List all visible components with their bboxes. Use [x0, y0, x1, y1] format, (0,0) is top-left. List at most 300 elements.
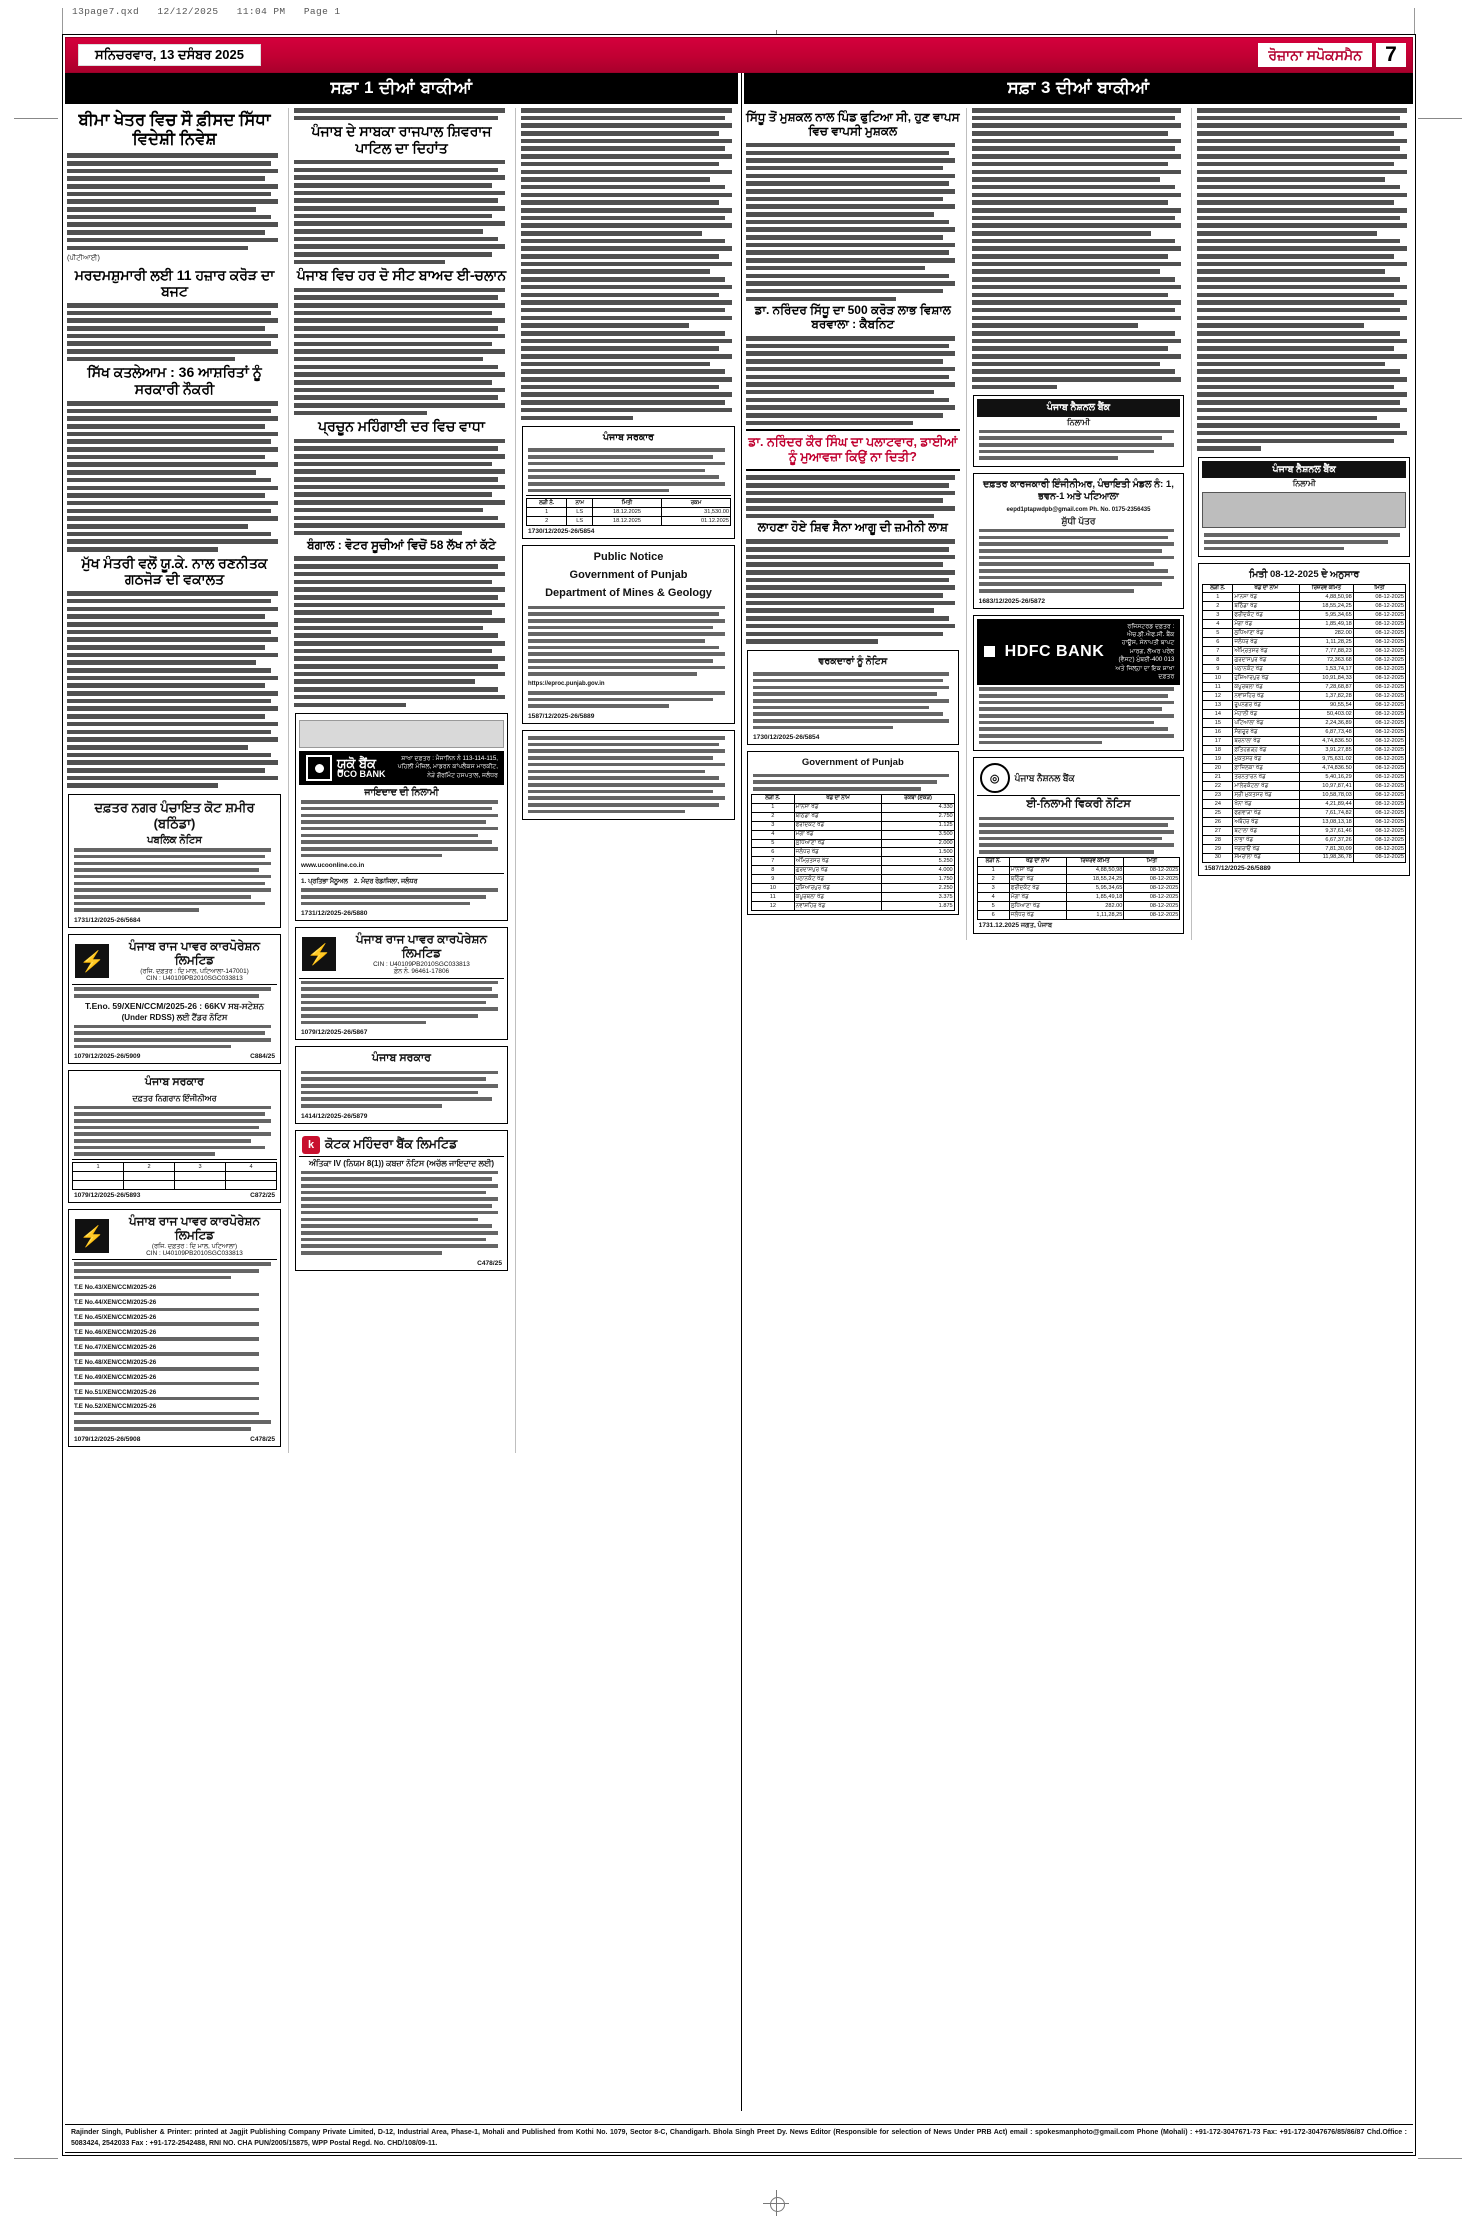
table-row: [1203, 791, 1406, 800]
ad-mines-right-title: ਮਿਤੀ 08-12-2025 ਦੇ ਅਨੁਸਾਰ: [1249, 569, 1360, 581]
ad-pspcl-2[interactable]: [295, 927, 508, 1040]
table-row: [1203, 665, 1406, 674]
ad-e-nilami[interactable]: [973, 757, 1185, 934]
cell: 28: [1203, 836, 1233, 845]
ad-uco-item-1: 1. ਪ੍ਰਤਿਭਾ ਮੈਨੂਅਲ: [301, 877, 348, 885]
cell: 5,40,16,29: [1300, 773, 1354, 782]
ad-engineer-sub: ਸ਼ੁੱਧੀ ਪੱਤਰ: [1061, 515, 1096, 526]
table-row: [1203, 602, 1406, 611]
cell: 1: [1203, 593, 1233, 602]
cell: 08-12-2025: [1353, 853, 1405, 862]
cell: ਲੁਧਿਆਣਾ ਖੱਡ: [1233, 629, 1300, 638]
cell: 4: [977, 893, 1009, 902]
center-divider: [741, 73, 742, 2111]
table-row: [1203, 656, 1406, 665]
cell: 7,81,30,09: [1300, 845, 1354, 854]
cell: 12: [1203, 692, 1233, 701]
ad-mines-l2: Government of Punjab: [569, 569, 688, 582]
cell: 7,28,68,87: [1300, 683, 1354, 692]
headline-a8: ਬੰਗਾਲ : ਵੋਟਰ ਸੂਚੀਆਂ ਵਿਚੋਂ 58 ਲੱਖ ਨਾਂ ਕੱਟੇ: [307, 537, 496, 552]
cell: ਮੋਗਾ ਖੱਡ: [794, 830, 882, 839]
cell: ਫ਼ਤਿਹਗੜ੍ਹ ਖੱਡ: [1233, 746, 1300, 755]
ad-mines-body2: [526, 689, 731, 708]
cell: ਸ੍ਰੀ ਮੁਕਤਸਰ ਖੱਡ: [1233, 791, 1300, 800]
th: ਰਿਜ਼ਰਵ ਕੀਮਤ: [1300, 584, 1354, 593]
cell: 1,37,82,28: [1300, 692, 1354, 701]
hdfc-bank-header: [977, 619, 1181, 686]
column-4: [746, 108, 960, 940]
cell: 1.500: [882, 848, 954, 857]
cell: 1.750: [882, 875, 954, 884]
ad-uco-bank[interactable]: [295, 713, 508, 921]
table-row: [1203, 593, 1406, 602]
headline-a2: ਮਰਦਮਸ਼ੁਮਾਰੀ ਲਈ 11 ਹਜ਼ਾਰ ਕਰੋੜ ਦਾ ਬਜਟ: [74, 266, 275, 299]
table-row: [1203, 782, 1406, 791]
cell: 9: [752, 875, 795, 884]
ad-mines-ref: 1587/12/2025-26/5889: [528, 713, 595, 721]
cell: 13: [1203, 701, 1233, 710]
cell: 4,74,836.50: [1300, 764, 1354, 773]
table-row: [1203, 737, 1406, 746]
cell: 18: [1203, 746, 1233, 755]
ad-punjab-sarkar-code: C872/25: [250, 1192, 275, 1200]
cell: ਲੁਧਿਆਣਾ ਖੱਡ: [794, 839, 882, 848]
cell: ਫਰੀਦਕੋਟ ਖੱਡ: [1009, 884, 1066, 893]
cell: 23: [1203, 791, 1233, 800]
cell: 1: [977, 866, 1009, 875]
ad-pspcl-3-outro: [72, 1418, 277, 1430]
th: ਮਿਤੀ: [1353, 584, 1405, 593]
paper-name: ਰੋਜ਼ਾਨਾ ਸਪੋਕਸਮੈਨ: [1258, 43, 1372, 67]
ad-pspcl-1-title: ਪੰਜਾਬ ਰਾਜ ਪਾਵਰ ਕਾਰਪੋਰੇਸ਼ਨ ਲਿਮਟਿਡ: [128, 939, 261, 967]
cell: ਤਰਨਤਾਰਨ ਖੱਡ: [1233, 773, 1300, 782]
ad-kotak-bank[interactable]: [295, 1130, 508, 1271]
cell: 08-12-2025: [1124, 875, 1180, 884]
headline-a1: ਬੀਮਾ ਖੇਤਰ ਵਿਚ ਸੌ ਫ਼ੀਸਦ ਸਿੱਧਾ ਵਿਦੇਸ਼ੀ ਨਿਵੇਸ਼: [78, 111, 271, 149]
table-row: [1203, 647, 1406, 656]
cell: 9: [1203, 665, 1233, 674]
tender-item: T.E No.45/XEN/CCM/2025-26: [74, 1314, 157, 1322]
cell: 08-12-2025: [1353, 665, 1405, 674]
cell: 08-12-2025: [1353, 638, 1405, 647]
table-row: [1203, 773, 1406, 782]
crop-rule-left: [62, 8, 63, 34]
ad-engineer-email[interactable]: eepd1ptapwdpb@gmail.com: [1006, 506, 1088, 513]
ad-column3-filler-body: [526, 734, 731, 813]
cell: LS: [567, 508, 593, 517]
table-row: [752, 821, 955, 830]
cell: 15: [1203, 719, 1233, 728]
ad-punjab-sarkar-sub: ਦਫ਼ਤਰ ਨਿਗਰਾਨ ਇੰਜੀਨੀਅਰ: [132, 1093, 217, 1103]
cell: 5,95,34,65: [1300, 611, 1354, 620]
crop-rule-right: [1414, 8, 1415, 34]
table-row: [752, 857, 955, 866]
ad-engineer-title: ਦਫ਼ਤਰ ਕਾਰਜਕਾਰੀ ਇੰਜੀਨੀਅਰ, ਪੰਚਾਇਤੀ ਮੰਡਲ ਨੰ: 1, ਭਵਨ-1 ਅਤੇ ਪਟਿਆਲਾ: [983, 479, 1174, 502]
cell: 08-12-2025: [1353, 602, 1405, 611]
table-row: [1203, 701, 1406, 710]
e-nilami-table-body: [977, 866, 1180, 920]
cell: 08-12-2025: [1353, 647, 1405, 656]
ad-engineer-phone: Ph. No. 0175-2356435: [1089, 506, 1151, 513]
table-row: [752, 875, 955, 884]
cell: 10: [752, 884, 795, 893]
mines-table-left: [751, 794, 955, 912]
ad-kotak-annex: ਅੰਤਿਕਾ IV (ਨਿਯਮ 8(1)) ਕਬਜ਼ਾ ਨੋਟਿਸ (ਅਚੱਲ ਜਾਇਦਾਦ ਲਈ): [308, 1158, 495, 1168]
table-row: [1203, 836, 1406, 845]
cell: 2: [752, 812, 795, 821]
cell: 22: [1203, 782, 1233, 791]
ad-engineer-body: [977, 527, 1181, 593]
cell: 10,58,78,03: [1300, 791, 1354, 800]
cell: ਜਗਰਾਓਂ ਖੱਡ: [1233, 845, 1300, 854]
ad-pspcl-1-under: (Under RDSS) ਲਈ ਟੈਂਡਰ ਨੋਟਿਸ: [121, 1012, 228, 1022]
ad-pspcl-3-ref: 1079/12/2025-26/5908: [74, 1435, 141, 1443]
cell: 08-12-2025: [1353, 656, 1405, 665]
cell: ਖੰਨਾ ਖੱਡ: [1233, 800, 1300, 809]
cell: 20: [1203, 764, 1233, 773]
table-row: [1203, 800, 1406, 809]
ad-pspcl-1-sub: (ਰਜਿ. ਦਫ਼ਤਰ : ਦਿ ਮਾਲ, ਪਟਿਆਲਾ-147001): [140, 967, 249, 975]
cell: 6: [752, 848, 795, 857]
column-6: [1191, 108, 1411, 940]
table-row: [1203, 692, 1406, 701]
article-a10-body: [746, 336, 960, 425]
table-row: [752, 803, 955, 812]
th: ਮਿਤੀ: [1124, 857, 1180, 866]
article-a3-body: [67, 401, 282, 552]
ad-mines-body: [526, 604, 731, 676]
ad-pspcl-3-sub: (ਰਜਿ. ਦਫ਼ਤਰ : ਦਿ ਮਾਲ, ਪਟਿਆਲਾ): [151, 1242, 238, 1250]
page-content: [65, 73, 1413, 2111]
table-row: [1203, 827, 1406, 836]
th: ਰਕਬਾ (ਏਕੜ): [882, 794, 954, 803]
ad-mines-right-ref: 1587/12/2025-26/5889: [1204, 864, 1271, 872]
table-row: [977, 866, 1180, 875]
cell: 08-12-2025: [1353, 746, 1405, 755]
ad-mines-table-left[interactable]: [747, 751, 959, 915]
cell: 18,55,24,25: [1300, 602, 1354, 611]
article-a11-body: [746, 475, 960, 518]
ad-e-nilami-title: ਈ-ਨਿਲਾਮੀ ਵਿਕਰੀ ਨੋਟਿਸ: [1026, 798, 1131, 811]
cell: ਬਠਿੰਡਾ ਖੱਡ: [1233, 602, 1300, 611]
cell: 7,61,74,82: [1300, 809, 1354, 818]
table-row: [977, 875, 1180, 884]
left-columns: [65, 104, 738, 1453]
ad-pspcl-2-ref: 1079/12/2025-26/5867: [301, 1029, 368, 1037]
cell: 18.12.2025: [592, 517, 661, 526]
ad-pspcl-1-body: [72, 985, 277, 997]
pspcl-logo-icon-2: ⚡: [302, 937, 336, 971]
table-row: [752, 839, 955, 848]
ad-engineer-ref: 1683/12/2025-26/5872: [978, 597, 1046, 605]
mines-table-right-body: [1203, 593, 1406, 863]
prepress-file-info: 13page7.qxd 12/12/2025 11:04 PM Page 1: [72, 6, 341, 17]
ad-punjab-sarkar[interactable]: [68, 1070, 281, 1203]
cell: 3: [1203, 611, 1233, 620]
cell: 6,67,37,26: [1300, 836, 1354, 845]
table-row: [1203, 746, 1406, 755]
cell: 08-12-2025: [1353, 719, 1405, 728]
hdfc-name: HDFC BANK: [1004, 642, 1105, 660]
headline-a9: ਸਿੱਧੂ ਤੋਂ ਮੁਸ਼ਕਲ ਨਾਲ ਪਿੰਡ ਫੁਟਿਆ ਸੀ, ਹੁਣ ਵਾਪਸ ਵਿਚ ਵਾਪਸੀ ਮੁਸ਼ਕਲ: [746, 110, 960, 138]
cell: 1,85,49,18: [1300, 620, 1354, 629]
table-row: [1203, 620, 1406, 629]
cell: ਫਰੀਦਕੋਟ ਖੱਡ: [794, 821, 882, 830]
tender-item: T.E No.47/XEN/CCM/2025-26: [74, 1343, 157, 1351]
cell: ਜਲੰਧਰ ਖੱਡ: [1009, 911, 1066, 920]
cell: 08-12-2025: [1353, 674, 1405, 683]
ad-varkandon-title: ਵਰਕਦਾਰਾਂ ਨੂੰ ਨੋਟਿਸ: [818, 655, 888, 667]
ad-uco-body: [299, 798, 504, 857]
cell: 08-12-2025: [1353, 845, 1405, 854]
table-row: [752, 893, 955, 902]
ad-sidebar-black-sub: ਨਿਲਾਮੀ: [1292, 479, 1316, 489]
cell: 08-12-2025: [1353, 764, 1405, 773]
ad-engineer-notice[interactable]: [973, 473, 1185, 609]
cell: 1: [752, 803, 795, 812]
cell: 08-12-2025: [1353, 710, 1405, 719]
ad-sidebar-black[interactable]: [1198, 457, 1410, 557]
table-row: [527, 508, 731, 517]
ad-kot-shamir-body: [72, 846, 277, 912]
cell: 08-12-2025: [1353, 737, 1405, 746]
cell: 08-12-2025: [1353, 701, 1405, 710]
ad-punjab-sarkar-small[interactable]: [295, 1046, 508, 1123]
cell: 4: [1203, 620, 1233, 629]
ad-pspcl-1-tender: T.Eno. 59/XEN/CCM/2025-26 : 66KV ਸਬ-ਸਟੇਸ਼ਨ: [84, 1000, 264, 1011]
cell: 26: [1203, 818, 1233, 827]
cell: ਹੁਸ਼ਿਆਰਪੁਰ ਖੱਡ: [1233, 674, 1300, 683]
ad-mines-table-right[interactable]: [1198, 563, 1410, 876]
headline-a7: ਪ੍ਰਚੂਨ ਮਹਿੰਗਾਈ ਦਰ ਵਿਚ ਵਾਧਾ: [318, 418, 485, 435]
cell: 7: [1203, 647, 1233, 656]
uco-address: ਸ਼ਾਖਾ ਦਫ਼ਤਰ : ਮੈਜਾਨਿਨ ਨੰ 113-114-115, ਪਹਿਲੀ ਮੰਜ਼ਿਲ, ਮਾਡਰਨ ਕਾਂਪਲੈਕਸ ਮਾਰਕੀਟ, ਨੇੜੇ ਗੌਰਮਿੰਟ ਹਸਪਤਾਲ, ਜਲੰਧਰ: [392, 752, 504, 784]
cell: 18,55,24,25: [1066, 875, 1124, 884]
th: ਖੱਡ ਦਾ ਨਾਮ: [1009, 857, 1066, 866]
table-row: [527, 517, 731, 526]
tender-item: T.E No.44/XEN/CCM/2025-26: [74, 1299, 157, 1307]
cell: 31,530.00: [661, 508, 730, 517]
right-half: [744, 73, 1413, 2111]
table-row: [1203, 638, 1406, 647]
ad-kot-shamir[interactable]: [68, 794, 281, 928]
ad-e-nilami-bankname: ਪੰਜਾਬ ਨੈਸ਼ਨਲ ਬੈਂਕ: [1014, 772, 1075, 783]
section-bar-right: ਸਫ਼ਾ 3 ਦੀਆਂ ਬਾਕੀਆਂ: [744, 73, 1413, 104]
cell: 12: [752, 902, 795, 911]
column-2-runover: [294, 108, 509, 120]
cell: 13,08,13,18: [1300, 818, 1354, 827]
cell: ਕਪੂਰਥਲਾ ਖੱਡ: [1233, 683, 1300, 692]
th: ਲੜੀ ਨੰ.: [1203, 584, 1233, 593]
ad-pspcl-1-ref: 1079/12/2025-26/5909: [74, 1053, 141, 1061]
crop-tick-right-bottom: [1418, 2158, 1462, 2159]
th-2: ਮਿਤੀ: [592, 499, 661, 508]
table-row: [752, 812, 955, 821]
cell: 17: [1203, 737, 1233, 746]
crop-tick-left-top: [14, 118, 58, 119]
hdfc-logo-icon: [984, 646, 995, 657]
table-row: [1203, 683, 1406, 692]
headline-a6: ਪੰਜਾਬ ਵਿਚ ਹਰ ਦੋ ਸੀਟ ਬਾਅਦ ਈ-ਚਲਾਨ: [296, 267, 507, 284]
column-6-runover: [1197, 108, 1411, 451]
cell: ਫਗਵਾੜਾ ਖੱਡ: [1233, 809, 1300, 818]
article-a4-body: [67, 591, 282, 788]
ad-e-nilami-ref: 1731.12.2025 ਜਗਤ, ਪੰਜਾਬ: [978, 922, 1053, 930]
cell: ਪਠਾਨਕੋਟ ਖੱਡ: [794, 875, 882, 884]
table-row: [977, 884, 1180, 893]
cell: 21: [1203, 773, 1233, 782]
cell: 08-12-2025: [1353, 620, 1405, 629]
cell: 27: [1203, 827, 1233, 836]
cell: 5: [1203, 629, 1233, 638]
ad-mines-l1: Public Notice: [593, 551, 664, 564]
headline-a10: ਡਾ. ਨਰਿੰਦਰ ਸਿੱਧੂ ਦਾ 500 ਕਰੋੜ ਲਾਭ ਵਿਸ਼ਾਲ ਬਰਵਾਲਾ : ਕੈਬਨਿਟ: [754, 303, 951, 332]
cell: ਲੁਧਿਆਣਾ ਖੱਡ: [1009, 902, 1066, 911]
ad-varkandon[interactable]: [747, 650, 959, 746]
cell: 5: [977, 902, 1009, 911]
cell: 14: [1203, 710, 1233, 719]
cell: ਅਬੋਹਰ ਖੱਡ: [1233, 818, 1300, 827]
cell: ਮਾਨਸਾ ਖੱਡ: [1233, 593, 1300, 602]
ad-column3-filler[interactable]: [522, 730, 735, 820]
table-row: [752, 884, 955, 893]
th-0: ਲੜੀ ਨੰ.: [527, 499, 567, 508]
column-5-runover: [972, 108, 1186, 389]
ad-pspcl-1-cin: CIN : U40109PB2010SGC033813: [146, 974, 243, 982]
cell: 7,77,88,23: [1300, 647, 1354, 656]
ad-mines-website[interactable]: https://eproc.punjab.gov.in: [528, 681, 605, 688]
ad-uco-body2: [299, 886, 504, 905]
table-row: [752, 830, 955, 839]
cell: 2.250: [882, 884, 954, 893]
ad-pspcl-3[interactable]: [68, 1209, 281, 1447]
small-notice-table: [526, 498, 731, 526]
uco-bank-logo-icon: [306, 755, 332, 781]
cell: ਮੋਗਾ ਖੱਡ: [1233, 620, 1300, 629]
kotak-logo-icon: k: [302, 1136, 320, 1154]
cell: ਜਲੰਧਰ ਖੱਡ: [1233, 638, 1300, 647]
cell: 8: [1203, 656, 1233, 665]
cell: 4,88,50,98: [1300, 593, 1354, 602]
cell: ਨਵਾਂਸ਼ਹਿਰ ਖੱਡ: [1233, 692, 1300, 701]
article-a2-body: [67, 303, 282, 361]
th: ਰਿਜ਼ਰਵ ਕੀਮਤ: [1066, 857, 1124, 866]
table-row: [1203, 853, 1406, 862]
cell: 16: [1203, 728, 1233, 737]
ad-punjab-sarkar-body: [72, 1104, 277, 1156]
cell: 6: [1203, 638, 1233, 647]
th-3: ਰਕਮ: [661, 499, 730, 508]
cell: ਬਠਿੰਡਾ ਖੱਡ: [1009, 875, 1066, 884]
ad-pspcl-2-phone: ਫ਼ੋਨ ਨੰ. 96461-17806: [393, 968, 450, 976]
cell: 2: [527, 517, 567, 526]
cell: ਪਠਾਨਕੋਟ ਖੱਡ: [1233, 665, 1300, 674]
table-row: [752, 866, 955, 875]
cell: ਬਠਿੰਡਾ ਖੱਡ: [794, 812, 882, 821]
cell: 1,11,28,25: [1300, 638, 1354, 647]
section-bar-left: ਸਫ਼ਾ 1 ਦੀਆਂ ਬਾਕੀਆਂ: [65, 73, 738, 104]
cell: 10: [1203, 674, 1233, 683]
ad-pspcl-2-title: ਪੰਜਾਬ ਰਾਜ ਪਾਵਰ ਕਾਰਪੋਰੇਸ਼ਨ ਲਿਮਟਿਡ: [355, 932, 488, 961]
cell: 18.12.2025: [592, 508, 661, 517]
cell: 4,74,836.50: [1300, 737, 1354, 746]
cell: 4.330: [882, 803, 954, 812]
headline-a12: ਲਾਹਣਾ ਹੋਏ ਸ਼ਿਵ ਸੈਨਾ ਆਗੂ ਦੀ ਜ਼ਮੀਨੀ ਲਾਸ਼: [757, 520, 948, 535]
cell: 5,95,34,65: [1066, 884, 1124, 893]
table-row: [752, 848, 955, 857]
ad-hdfc-bank[interactable]: [973, 615, 1185, 752]
cell: 1.125: [882, 821, 954, 830]
ad-punjab-sarkar-ref: 1079/12/2025-26/5893: [74, 1192, 141, 1200]
ad-kot-shamir-subtitle: ਪਬਲਿਕ ਨੋਟਿਸ: [147, 835, 202, 847]
cell: 29: [1203, 845, 1233, 854]
cell: ਕਪੂਰਥਲਾ ਖੱਡ: [794, 893, 882, 902]
cell: 11: [1203, 683, 1233, 692]
ad-kotak-ref: C478/25: [477, 1259, 502, 1267]
article-a1-source: (ਪੀਟੀਆਈ): [67, 253, 100, 263]
article-a8-body: [294, 556, 509, 707]
cell: ਮੁਕਤਸਰ ਖੱਡ: [1233, 755, 1300, 764]
crop-tick-left-bottom: [14, 2158, 58, 2159]
ad-sidebar-notice[interactable]: [973, 395, 1185, 467]
cell: 9,37,61,46: [1300, 827, 1354, 836]
cell: 7: [752, 857, 795, 866]
ad-varkandon-body: [751, 670, 955, 729]
ad-small-notice[interactable]: [522, 426, 735, 539]
ad-pspcl-2-body: [299, 979, 504, 1025]
cell: LS: [567, 517, 593, 526]
article-a1-body: [67, 153, 282, 263]
th: ਲੜੀ ਨੰ.: [977, 857, 1009, 866]
headline-a4: ਮੁੱਖ ਮੰਤਰੀ ਵਲੋਂ ਯੂ.ਕੇ. ਨਾਲ ਰਣਨੀਤਕ ਗਠਜੋੜ ਦੀ ਵਕਾਲਤ: [81, 554, 268, 587]
table-row: [752, 902, 955, 911]
cell: ਮੋਗਾ ਖੱਡ: [1009, 893, 1066, 902]
cell: ਫ਼ਾਜ਼ਿਲਕਾ ਖੱਡ: [1233, 764, 1300, 773]
column-3: [515, 108, 736, 1453]
ad-pspcl-1[interactable]: [68, 934, 281, 1064]
cell: 08-12-2025: [1353, 728, 1405, 737]
cell: 3,91,27,85: [1300, 746, 1354, 755]
cell: 2,24,36,89: [1300, 719, 1354, 728]
pspcl-logo-icon-3: ⚡: [75, 1219, 109, 1253]
ad-sidebar-black-body: [1202, 531, 1406, 550]
table-row: [977, 911, 1180, 920]
cell: 08-12-2025: [1124, 866, 1180, 875]
table-row: [1203, 710, 1406, 719]
cell: 2: [1203, 602, 1233, 611]
headline-a11: ਡਾ. ਨਰਿੰਦਰ ਕੌਰ ਸਿੰਘ ਦਾ ਪਲਾਟਵਾਰ, ਡਾਈਆਂ ਨੂੰ ਮੁਆਵਜ਼ਾ ਕਿਉਂ ਨਾ ਦਿਤੀ?: [746, 429, 960, 471]
ad-pspcl-1-code: C884/25: [250, 1053, 275, 1061]
cell: ਗੁਰਦਾਸਪੁਰ ਖੱਡ: [794, 866, 882, 875]
ad-mines-table-title: Government of Punjab: [801, 757, 904, 769]
cell: 1,11,28,25: [1066, 911, 1124, 920]
cell: 282.00: [1066, 902, 1124, 911]
ad-mines-geology[interactable]: [522, 545, 735, 724]
cell: 4: [752, 830, 795, 839]
cell: ਰੂਪਨਗਰ ਖੱਡ: [1233, 701, 1300, 710]
bank-logo-icon: ◎: [980, 763, 1010, 793]
table-row: [1203, 755, 1406, 764]
ad-pspcl-3-title: ਪੰਜਾਬ ਰਾਜ ਪਾਵਰ ਕਾਰਪੋਰੇਸ਼ਨ ਲਿਮਟਿਡ: [128, 1214, 261, 1242]
ad-uco-website[interactable]: www.ucoonline.co.in: [301, 862, 365, 870]
ad-pspcl-1-body2: [72, 1023, 277, 1049]
cell: 3.500: [882, 830, 954, 839]
column-2: [288, 108, 509, 1453]
cell: 19: [1203, 755, 1233, 764]
cell: 08-12-2025: [1353, 629, 1405, 638]
cell: 08-12-2025: [1353, 683, 1405, 692]
cell: 5: [752, 839, 795, 848]
